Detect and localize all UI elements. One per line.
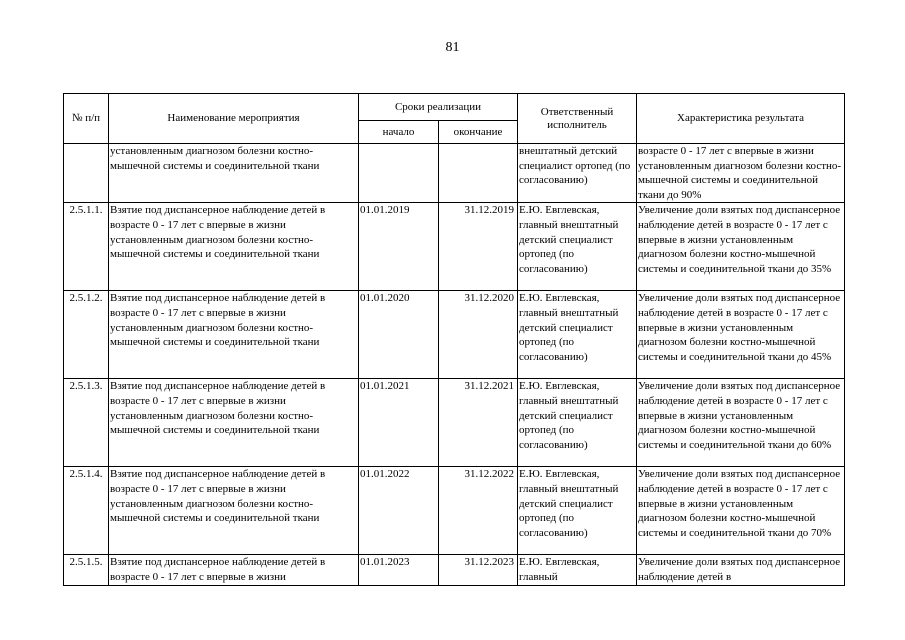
row-end: 31.12.2022 (439, 467, 518, 555)
row-number: 2.5.1.5. (64, 555, 109, 585)
row-result: возрасте 0 - 17 лет с впервые в жизни установленным диагнозом болезни костно-мышечной системы и соединительной ткани до 90% (637, 144, 845, 203)
row-number: 2.5.1.4. (64, 467, 109, 555)
row-result: Увеличение доли взятых под диспансерное наблюдение детей в возрасте 0 - 17 лет с впервые в жизни установленным диагнозом болезни костно-мышечной системы и соединительной ткани до 35% (637, 203, 845, 291)
row-name: Взятие под диспансерное наблюдение детей в возрасте 0 - 17 лет с впервые в жизни установленным диагнозом болезни костно-мышечной системы и соединительной ткани (109, 467, 359, 555)
row-start: 01.01.2021 (359, 379, 439, 467)
row-result: Увеличение доли взятых под диспансерное наблюдение детей в (637, 555, 845, 585)
row-result: Увеличение доли взятых под диспансерное наблюдение детей в возрасте 0 - 17 лет с впервые в жизни установленным диагнозом болезни костно-мышечной системы и соединительной ткани до 60% (637, 379, 845, 467)
row-responsible: внештатный детский специалист ортопед (по согласованию) (518, 144, 637, 203)
row-start: 01.01.2022 (359, 467, 439, 555)
table-row (64, 203, 845, 291)
row-name: Взятие под диспансерное наблюдение детей в возрасте 0 - 17 лет с впервые в жизни установленным диагнозом болезни костно-мышечной системы и соединительной ткани (109, 291, 359, 379)
header-start: начало (359, 121, 439, 144)
row-responsible: Е.Ю. Евглевская, главный внештатный детский специалист ортопед (по согласованию) (518, 467, 637, 555)
row-end: 31.12.2020 (439, 291, 518, 379)
row-name: Взятие под диспансерное наблюдение детей в возрасте 0 - 17 лет с впервые в жизни установленным диагнозом болезни костно-мышечной системы и соединительной ткани (109, 203, 359, 291)
row-responsible: Е.Ю. Евглевская, главный внештатный детский специалист ортопед (по согласованию) (518, 203, 637, 291)
row-start: 01.01.2019 (359, 203, 439, 291)
row-start: 01.01.2023 (359, 555, 439, 585)
table-row (64, 291, 845, 379)
page-number: 81 (445, 40, 460, 55)
header-end: окончание (439, 121, 518, 144)
row-number: 2.5.1.2. (64, 291, 109, 379)
row-responsible: Е.Ю. Евглевская, главный внештатный детский специалист ортопед (по согласованию) (518, 379, 637, 467)
table-row (64, 379, 845, 467)
row-name: Взятие под диспансерное наблюдение детей в возрасте 0 - 17 лет с впервые в жизни установленным диагнозом болезни костно-мышечной системы и соединительной ткани (109, 379, 359, 467)
row-start (359, 144, 439, 203)
header-number: № п/п (64, 94, 109, 144)
row-number: 2.5.1.3. (64, 379, 109, 467)
row-start: 01.01.2020 (359, 291, 439, 379)
row-result: Увеличение доли взятых под диспансерное наблюдение детей в возрасте 0 - 17 лет с впервые в жизни установленным диагнозом болезни костно-мышечной системы и соединительной ткани до 70% (637, 467, 845, 555)
table-row (64, 144, 845, 203)
header-name: Наименование мероприятия (109, 94, 359, 144)
header-result: Характеристика результата (637, 94, 845, 144)
table-row (64, 555, 845, 585)
table-row (64, 467, 845, 555)
row-end (439, 144, 518, 203)
row-result: Увеличение доли взятых под диспансерное наблюдение детей в возрасте 0 - 17 лет с впервые в жизни установленным диагнозом болезни костно-мышечной системы и соединительной ткани до 45% (637, 291, 845, 379)
measures-table (63, 93, 845, 586)
row-responsible: Е.Ю. Евглевская, главный (518, 555, 637, 585)
row-number: 2.5.1.1. (64, 203, 109, 291)
row-name: Взятие под диспансерное наблюдение детей в возрасте 0 - 17 лет с впервые в жизни (109, 555, 359, 585)
row-name: установленным диагнозом болезни костно-мышечной системы и соединительной ткани (109, 144, 359, 203)
row-end: 31.12.2021 (439, 379, 518, 467)
row-end: 31.12.2019 (439, 203, 518, 291)
row-end: 31.12.2023 (439, 555, 518, 585)
row-responsible: Е.Ю. Евглевская, главный внештатный детский специалист ортопед (по согласованию) (518, 291, 637, 379)
header-responsible: Ответственный исполнитель (518, 94, 637, 144)
header-dates: Сроки реализации (359, 94, 518, 121)
row-number (64, 144, 109, 203)
